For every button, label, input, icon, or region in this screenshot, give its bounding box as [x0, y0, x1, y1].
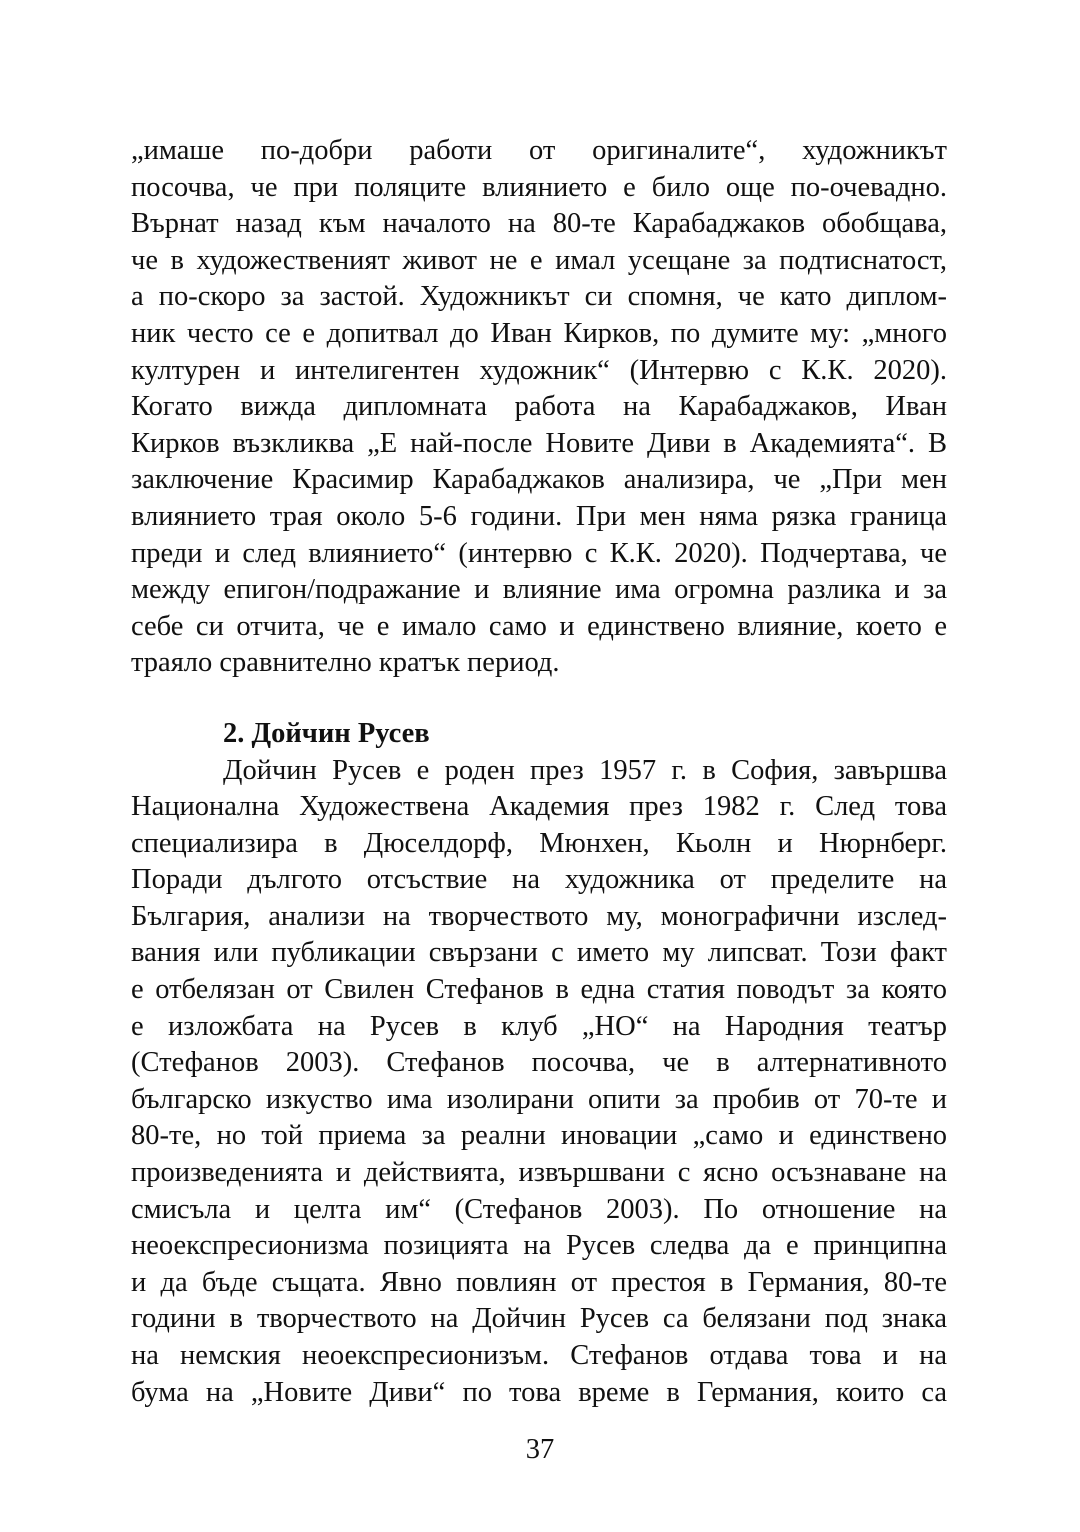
- text-line: преди и след влиянието“ (интервю с К.К. 2020). Подчертава, че: [131, 537, 947, 569]
- text-line: ник често се е допитвал до Иван Кирков, по думите му: „много: [131, 317, 947, 349]
- text-line: Национална Художествена Академия през 1982 г. След това: [131, 791, 947, 823]
- text-line: че в художественият живот не е имал усещане за подтиснатост,: [131, 244, 947, 276]
- paragraph-1: [131, 133, 947, 682]
- text-line: неоекспресионизма позицията на Русев следва да е принципна: [131, 1230, 947, 1262]
- page-body: [131, 133, 947, 1411]
- text-line: българско изкуство има изолирани опити за пробив от 70-те и: [131, 1083, 947, 1115]
- text-line: бума на „Новите Диви“ по това време в Германия, които са: [131, 1376, 947, 1408]
- text-line: и да бъде същата. Явно повлиян от престоя в Германия, 80-те: [131, 1266, 947, 1298]
- text-line: е изложбата на Русев в клуб „НО“ на Народния театър: [131, 1010, 947, 1042]
- text-line: Кирков възкликва „Е най-после Новите Диви в Академията“. В: [131, 427, 947, 459]
- section-heading: 2. Дойчин Русев: [223, 717, 430, 749]
- text-line: Когато вижда дипломната работа на Карабаджаков, Иван: [131, 391, 947, 423]
- text-line: произведенията и действията, извършвани с ясно осъзнаване на: [131, 1157, 947, 1189]
- text-line: е отбелязан от Свилен Стефанов в една статия поводът за която: [131, 974, 947, 1006]
- text-line: а по-скоро за застой. Художникът си спомня, че като диплом-: [131, 281, 947, 313]
- text-line: вания или публикации свързани с името му липсват. Този факт: [131, 937, 947, 969]
- text-line: заключение Красимир Карабаджаков анализира, че „При мен: [131, 464, 947, 496]
- page-number: 37: [525, 1434, 555, 1465]
- text-line: влиянието трая около 5-6 години. При мен няма рязка граница: [131, 500, 947, 532]
- text-line: смисъла и целта им“ (Стефанов 2003). По отношение на: [131, 1193, 947, 1225]
- text-line: специализира в Дюселдорф, Мюнхен, Кьолн и Нюрнберг.: [131, 827, 947, 859]
- text-line: „имаше по-добри работи от оригиналите“, художникът: [131, 135, 947, 166]
- text-line: посочва, че при поляците влиянието е било още по-очевадно.: [131, 171, 947, 203]
- text-line: Върнат назад към началото на 80-те Карабаджаков обобщава,: [131, 208, 947, 240]
- text-line: културен и интелигентен художник“ (Интервю с К.К. 2020).: [131, 354, 947, 386]
- text-line: България, анализи на творчеството му, монографични изслед-: [131, 900, 947, 932]
- text-line: Поради дългото отсъствие на художника от пределите на: [131, 864, 947, 896]
- section-spacer: [131, 682, 947, 716]
- text-line: на немския неоекспресионизъм. Стефанов отдава това и на: [131, 1340, 947, 1371]
- text-line: Дойчин Русев е роден през 1957 г. в София, завършва: [223, 754, 947, 786]
- paragraph-2: [131, 753, 947, 1412]
- text-line: траяло сравнително кратък период.: [131, 647, 560, 679]
- text-line: между епигон/подражание и влияние има огромна разлика и за: [131, 574, 947, 606]
- text-line: 80-те, но той приема за реални иновации „само и единствено: [131, 1120, 947, 1152]
- text-line: (Стефанов 2003). Стефанов посочва, че в алтернативното: [131, 1047, 947, 1079]
- text-line: години в творчеството на Дойчин Русев са белязани под знака: [131, 1303, 947, 1335]
- text-line: себе си отчита, че е имало само и единствено влияние, което е: [131, 610, 947, 642]
